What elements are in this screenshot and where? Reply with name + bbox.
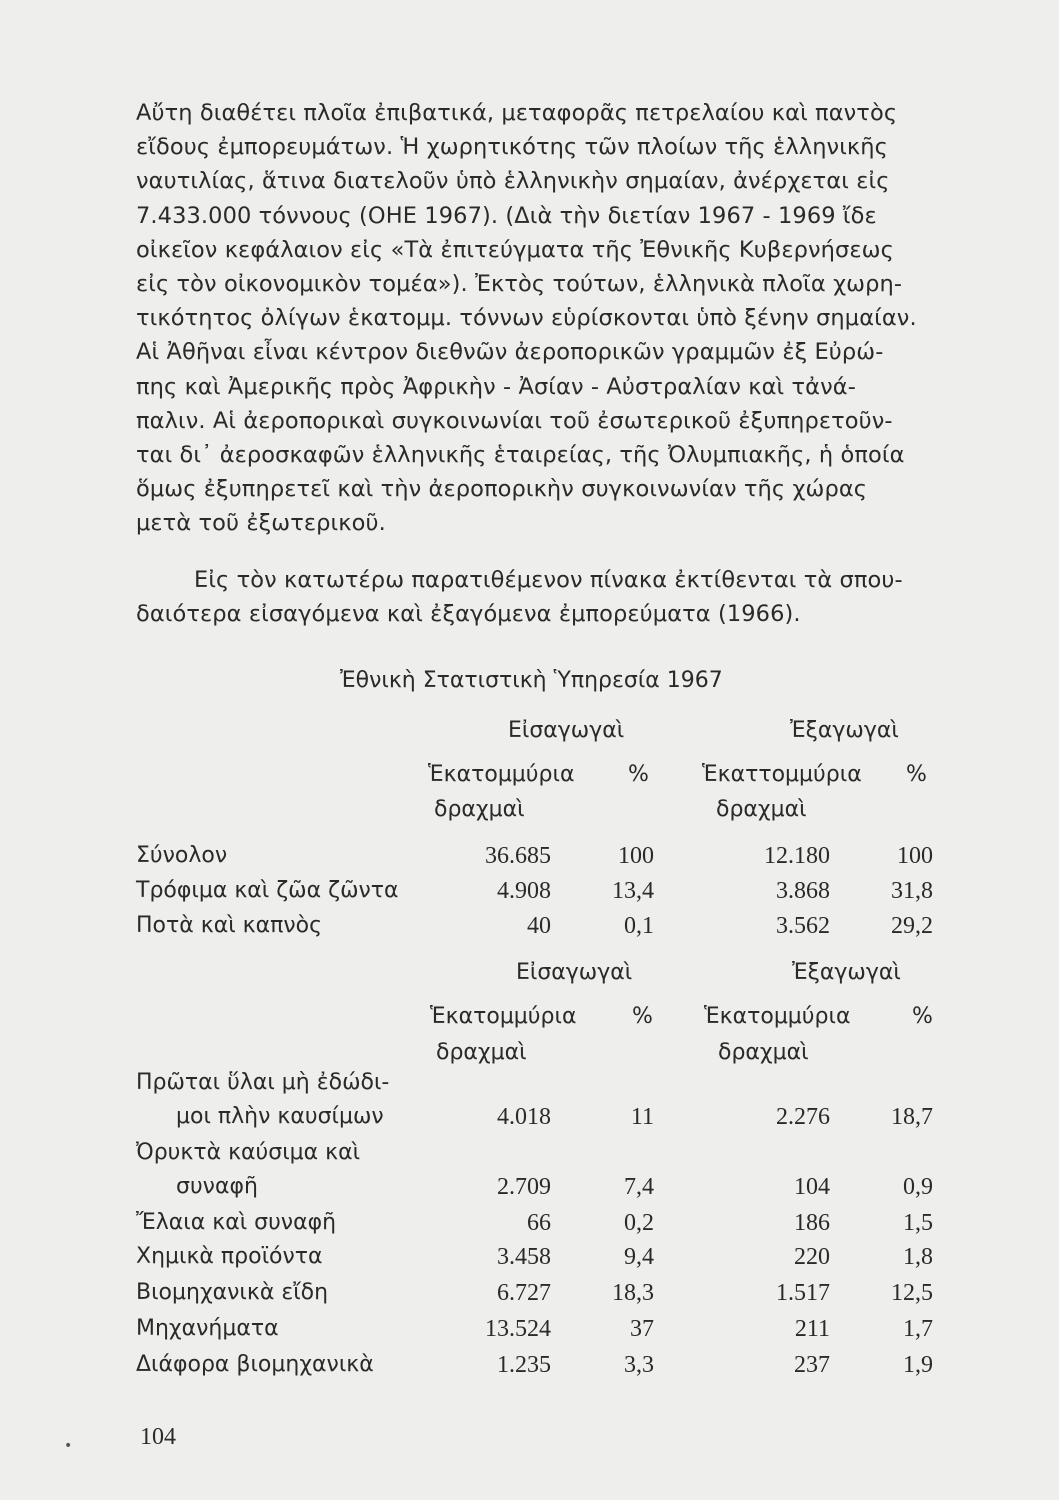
- exports-header: Ἐξαγωγαὶ: [790, 718, 899, 743]
- exports-value: 12.180: [764, 843, 830, 869]
- exports-percent-header: %: [906, 762, 927, 787]
- exports-percent: 1,5: [903, 1210, 933, 1236]
- imports-value: 6.727: [497, 1280, 551, 1306]
- imports-percent: 37: [630, 1316, 654, 1342]
- imports-unit-header: Ἑκατομμύρια: [428, 762, 575, 787]
- text-line: πης καὶ Ἀμερικῆς πρὸς Ἀφρικὴν - Ἀσίαν - Αὐστραλίαν καὶ τἀνά-: [136, 373, 856, 400]
- text-line: οἰκεῖον κεφάλαιον εἰς «Τὰ ἐπιτεύγματα τῆς Ἐθνικῆς Κυβερνήσεως: [136, 236, 894, 263]
- imports-percent: 100: [618, 843, 654, 869]
- page-number: 104: [140, 1424, 176, 1450]
- exports-value: 1.517: [776, 1280, 830, 1306]
- row-label: Μηχανήματα: [136, 1316, 279, 1341]
- exports-percent: 0,9: [903, 1174, 933, 1200]
- exports-percent: 12,5: [891, 1280, 933, 1306]
- imports-value: 36.685: [485, 843, 551, 869]
- row-label: Πρῶται ὕλαι μὴ ἐδώδι-: [136, 1070, 390, 1095]
- imports-value: 4.908: [497, 878, 551, 904]
- imports-percent: 3,3: [624, 1352, 654, 1378]
- imports-header: Εἰσαγωγαὶ: [516, 960, 633, 985]
- text-line: ὅμως ἐξυπηρετεῖ καὶ τὴν ἀεροπορικὴν συγκοινωνίαν τῆς χώρας: [136, 476, 868, 503]
- text-line: Αἱ Ἀθῆναι εἶναι κέντρον διεθνῶν ἀεροπορικῶν γραμμῶν ἐξ Εὐρώ-: [136, 339, 884, 366]
- exports-value: 220: [794, 1244, 830, 1270]
- exports-unit-header: Ἑκατομμύρια: [704, 1004, 851, 1029]
- row-label: Τρόφιμα καὶ ζῶα ζῶντα: [136, 878, 399, 903]
- imports-percent: 0,1: [624, 913, 654, 939]
- imports-unit-header-2: δραχμαὶ: [434, 797, 525, 822]
- row-label: Βιομηχανικὰ εἴδη: [136, 1280, 329, 1305]
- row-label: Ποτὰ καὶ καπνὸς: [136, 913, 323, 938]
- text-line: εἰς τὸν οἰκονομικὸν τομέα»). Ἐκτὸς τούτων, ἑλληνικὰ πλοῖα χωρη-: [136, 271, 903, 298]
- imports-percent-header: %: [628, 762, 649, 787]
- exports-value: 237: [794, 1352, 830, 1378]
- exports-header: Ἐξαγωγαὶ: [792, 960, 901, 985]
- exports-value: 3.868: [776, 878, 830, 904]
- exports-value: 211: [794, 1316, 830, 1342]
- text-line: Εἰς τὸν κατωτέρω παρατιθέμενον πίνακα ἐκτίθενται τὰ σπου-: [194, 567, 903, 593]
- imports-value: 2.709: [497, 1174, 551, 1200]
- exports-value: 186: [794, 1210, 830, 1236]
- exports-percent: 31,8: [891, 878, 933, 904]
- imports-value: 13.524: [485, 1316, 551, 1342]
- exports-unit-header-2: δραχμαὶ: [718, 1040, 809, 1065]
- text-line: Αὔτη διαθέτει πλοῖα ἐπιβατικά, μεταφορᾶς πετρελαίου καὶ παντὸς: [136, 100, 898, 126]
- text-line: δαιότερα εἰσαγόμενα καὶ ἐξαγόμενα ἐμπορεύματα (1966).: [136, 601, 801, 628]
- row-label: Ἔλαια καὶ συναφῆ: [136, 1210, 337, 1235]
- exports-value: 3.562: [776, 913, 830, 939]
- text-line: παλιν. Αἱ ἀεροπορικαὶ συγκοινωνίαι τοῦ ἐσωτερικοῦ ἐξυπηρετοῦν-: [136, 407, 893, 434]
- text-line: εἴδους ἐμπορευμάτων. Ἡ χωρητικότης τῶν πλοίων τῆς ἑλληνικῆς: [136, 134, 888, 161]
- imports-value: 3.458: [497, 1244, 551, 1270]
- imports-percent: 9,4: [624, 1244, 654, 1270]
- text-line: 7.433.000 τόννους (ΟΗΕ 1967). (Διὰ τὴν διετίαν 1967 - 1969 ἴδε: [136, 202, 877, 229]
- imports-value: 40: [527, 913, 551, 939]
- row-label: Διάφορα βιομηχανικὰ: [136, 1352, 374, 1377]
- paragraph-shipping: [136, 96, 992, 541]
- row-label-continued: συναφῆ: [176, 1174, 258, 1199]
- imports-percent: 18,3: [612, 1280, 654, 1306]
- table-source-caption: Ἐθνικὴ Στατιστικὴ Ὑπηρεσία 1967: [340, 668, 723, 693]
- imports-value: 1.235: [497, 1352, 551, 1378]
- exports-percent: 1,9: [903, 1352, 933, 1378]
- exports-percent: 29,2: [891, 913, 933, 939]
- exports-unit-header-2: δραχμαὶ: [716, 797, 807, 822]
- imports-unit-header: Ἑκατομμύρια: [430, 1004, 577, 1029]
- row-label: Ὀρυκτὰ καύσιμα καὶ: [136, 1140, 361, 1165]
- row-label-continued: μοι πλὴν καυσίμων: [176, 1104, 384, 1129]
- exports-percent: 100: [897, 843, 933, 869]
- row-label: Σύνολον: [136, 843, 228, 868]
- imports-header: Εἰσαγωγαὶ: [508, 718, 625, 743]
- exports-percent-header: %: [912, 1004, 933, 1029]
- exports-percent: 1,7: [903, 1316, 933, 1342]
- imports-unit-header-2: δραχμαὶ: [436, 1040, 527, 1065]
- bullet-mark: •: [64, 1438, 73, 1454]
- imports-percent: 7,4: [624, 1174, 654, 1200]
- imports-value: 4.018: [497, 1104, 551, 1130]
- imports-percent: 0,2: [624, 1210, 654, 1236]
- exports-value: 2.276: [776, 1104, 830, 1130]
- exports-value: 104: [794, 1174, 830, 1200]
- text-line: ται δι᾽ ἀεροσκαφῶν ἑλληνικῆς ἑταιρείας, τῆς Ὀλυμπιακῆς, ἡ ὁποία: [136, 442, 905, 469]
- text-line: ναυτιλίας, ἅτινα διατελοῦν ὑπὸ ἑλληνικὴν σημαίαν, ἀνέρχεται εἰς: [136, 168, 890, 195]
- imports-value: 66: [527, 1210, 551, 1236]
- imports-percent: 13,4: [612, 878, 654, 904]
- exports-percent: 1,8: [903, 1244, 933, 1270]
- paragraph-table-intro: [136, 563, 992, 631]
- imports-percent: 11: [630, 1104, 654, 1130]
- row-label: Χημικὰ προϊόντα: [136, 1244, 323, 1269]
- exports-unit-header: Ἑκαττομμύρια: [702, 762, 862, 787]
- text-line: μετὰ τοῦ ἐξωτερικοῦ.: [136, 510, 386, 537]
- exports-percent: 18,7: [891, 1104, 933, 1130]
- text-line: τικότητος ὀλίγων ἑκατομμ. τόννων εὑρίσκονται ὑπὸ ξένην σημαίαν.: [136, 305, 917, 332]
- imports-percent-header: %: [632, 1004, 653, 1029]
